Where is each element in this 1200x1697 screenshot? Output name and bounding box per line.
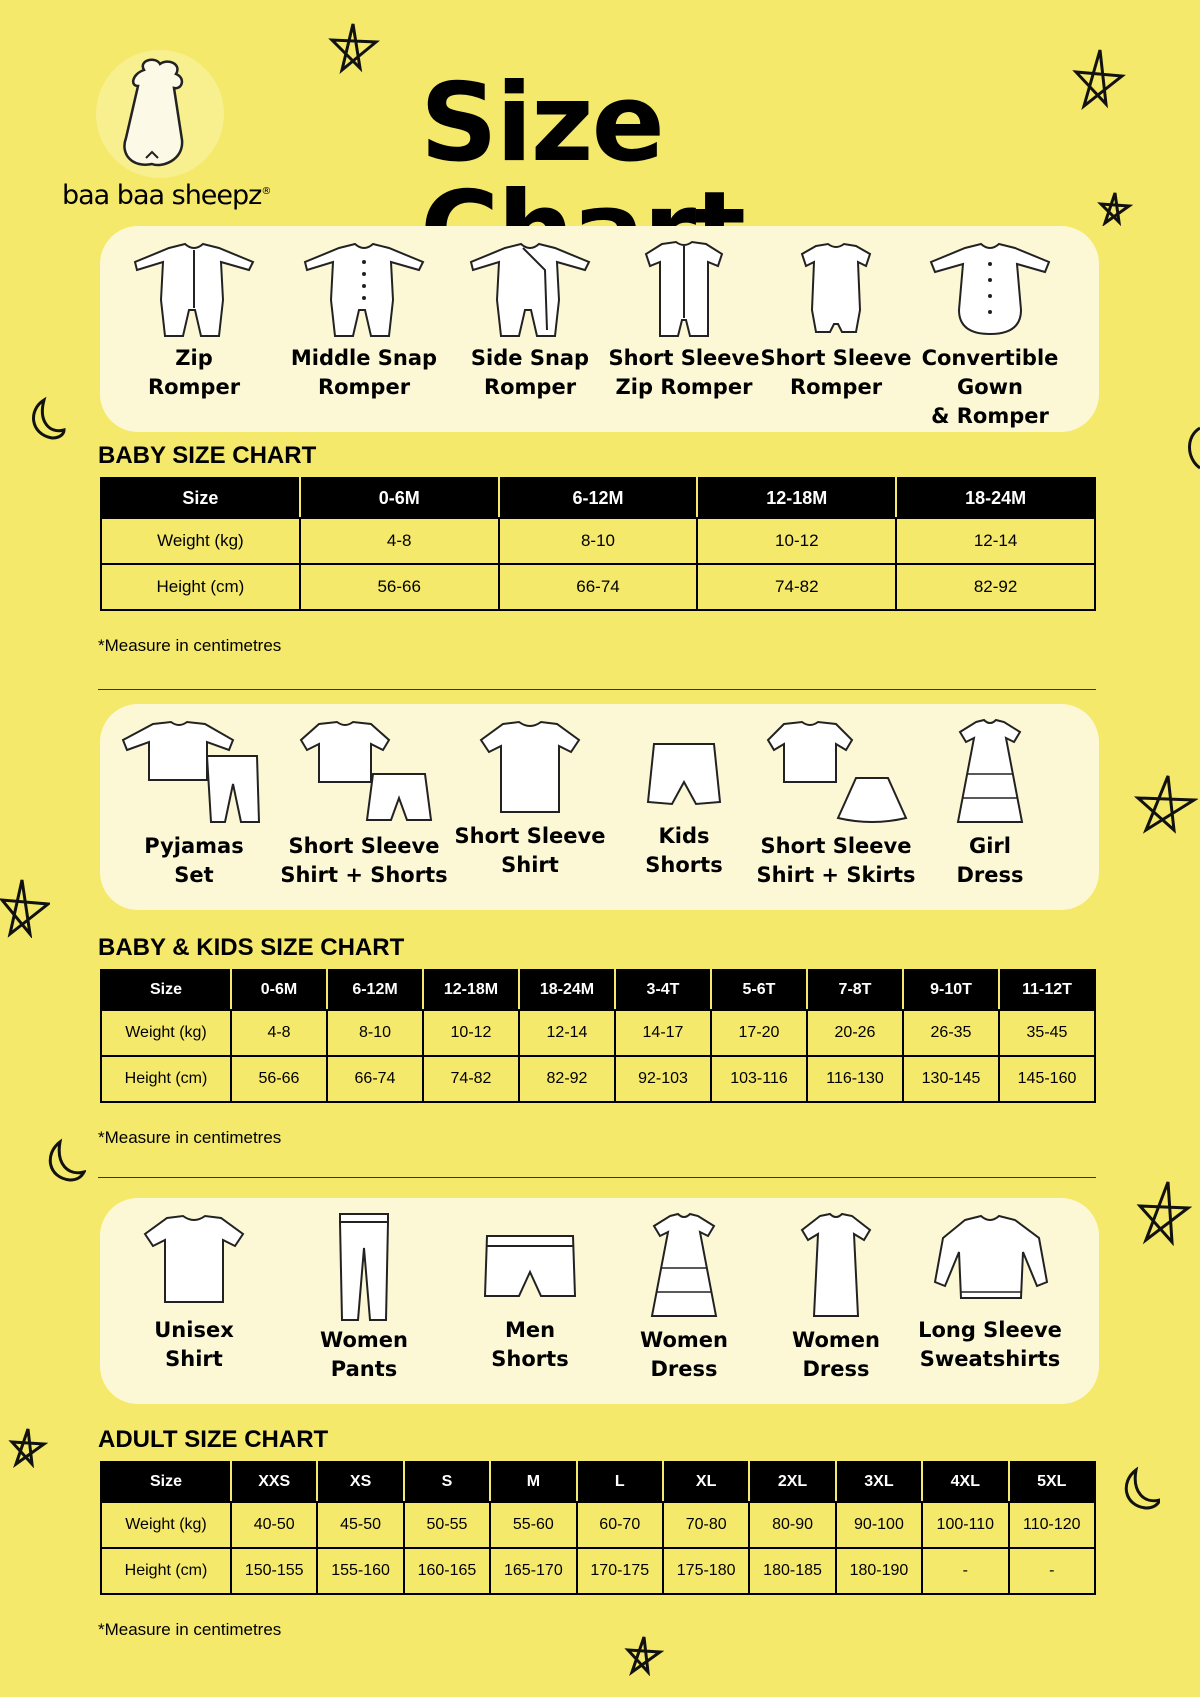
table-cell: 155-160: [317, 1548, 403, 1594]
table-row: [101, 1010, 1095, 1056]
garment-short-sleeve-shirt: [440, 718, 620, 880]
adult-size-table: [100, 1461, 1096, 1595]
table-cell: 26-35: [903, 1010, 999, 1056]
garment-label: Short Sleeve Shirt + Skirts: [756, 834, 916, 887]
header-cell: M: [490, 1462, 576, 1502]
table-cell: 45-50: [317, 1502, 403, 1548]
tiered-dress-icon: [634, 1212, 734, 1322]
table-cell: 12-14: [519, 1010, 615, 1056]
women-pants-icon: [314, 1212, 414, 1322]
header-cell: 2XL: [749, 1462, 835, 1502]
table-cell: 40-50: [231, 1502, 317, 1548]
table-cell: 4-8: [300, 518, 499, 564]
kids-chart-title: BABY & KIDS SIZE CHART: [98, 934, 405, 961]
row-label: Weight (kg): [101, 1502, 231, 1548]
section-divider: [98, 1177, 1096, 1178]
header-cell: 6-12M: [327, 970, 423, 1010]
header-cell: 3-4T: [615, 970, 711, 1010]
unisex-shirt-icon: [139, 1212, 249, 1312]
table-cell: 116-130: [807, 1056, 903, 1102]
table-header-row: [101, 970, 1095, 1010]
garment-label: Short Sleeve Romper: [760, 346, 912, 399]
table-cell: 8-10: [499, 518, 698, 564]
baby-size-table: [100, 477, 1096, 611]
table-cell: 8-10: [327, 1010, 423, 1056]
table-cell: 165-170: [490, 1548, 576, 1594]
header-cell: 12-18M: [697, 478, 896, 518]
kids-shorts-icon: [634, 718, 734, 818]
table-cell: 4-8: [231, 1010, 327, 1056]
sheep-logo-icon: [112, 56, 192, 176]
garment-label: Unisex Shirt: [154, 1318, 234, 1371]
table-row: [101, 518, 1095, 564]
garment-label: Pyjamas Set: [144, 834, 244, 887]
baby-garments-panel: [100, 226, 1099, 432]
header-cell: XL: [663, 1462, 749, 1502]
table-cell: 74-82: [697, 564, 896, 610]
row-label: Height (cm): [101, 1548, 231, 1594]
table-cell: 10-12: [697, 518, 896, 564]
girl-dress-icon: [940, 718, 1040, 828]
star-doodle-icon: [1070, 46, 1126, 110]
garment-pyjamas-set: [104, 718, 284, 890]
header-cell: 11-12T: [999, 970, 1095, 1010]
table-cell: 17-20: [711, 1010, 807, 1056]
header-cell: 5XL: [1009, 1462, 1095, 1502]
kids-garments-panel: [100, 704, 1099, 910]
table-cell: 20-26: [807, 1010, 903, 1056]
row-label: Weight (kg): [101, 518, 300, 564]
garment-label: Women Pants: [320, 1328, 408, 1381]
table-cell: 82-92: [519, 1056, 615, 1102]
shirt-shorts-icon: [289, 718, 439, 828]
table-header-row: [101, 1462, 1095, 1502]
garment-women-pants: [274, 1212, 454, 1384]
table-cell: 175-180: [663, 1548, 749, 1594]
garment-short-sleeve-romper: [746, 240, 926, 402]
garment-label: Convertible Gown & Romper: [921, 346, 1059, 428]
header-cell: 9-10T: [903, 970, 999, 1010]
dress-icon: [786, 1212, 886, 1322]
table-row: [101, 1056, 1095, 1102]
header-cell: 5-6T: [711, 970, 807, 1010]
table-cell: 92-103: [615, 1056, 711, 1102]
row-label: Weight (kg): [101, 1010, 231, 1056]
table-row: [101, 1502, 1095, 1548]
adult-garments-panel: [100, 1198, 1099, 1404]
table-cell: 14-17: [615, 1010, 711, 1056]
table-cell: 90-100: [836, 1502, 922, 1548]
header-cell: 0-6M: [300, 478, 499, 518]
baby-chart-title: BABY SIZE CHART: [98, 442, 317, 469]
garment-middle-snap-romper: [274, 240, 454, 402]
table-cell: 35-45: [999, 1010, 1095, 1056]
garment-label: Short Sleeve Zip Romper: [608, 346, 760, 399]
shirt-skirt-icon: [756, 718, 916, 828]
garment-sweatshirt: [900, 1212, 1080, 1374]
header-cell: Size: [101, 1462, 231, 1502]
table-cell: 66-74: [499, 564, 698, 610]
garment-shirt-shorts: [274, 718, 454, 890]
row-label: Height (cm): [101, 1056, 231, 1102]
zip-romper-icon: [129, 240, 259, 340]
garment-women-dress: [746, 1212, 926, 1384]
garment-label: Zip Romper: [147, 346, 241, 399]
table-cell: 160-165: [404, 1548, 490, 1594]
table-cell: 100-110: [922, 1502, 1008, 1548]
header-cell: S: [404, 1462, 490, 1502]
garment-label: Middle Snap Romper: [290, 346, 438, 399]
header-cell: XS: [317, 1462, 403, 1502]
section-divider: [98, 689, 1096, 690]
men-shorts-icon: [475, 1212, 585, 1312]
table-cell: 70-80: [663, 1502, 749, 1548]
garment-zip-romper: [104, 240, 284, 402]
star-doodle-icon: [1097, 190, 1133, 226]
sweatshirt-icon: [925, 1212, 1055, 1312]
table-cell: 180-190: [836, 1548, 922, 1594]
garment-girl-dress: [900, 718, 1080, 890]
star-doodle-icon: [1134, 1178, 1192, 1246]
table-cell: 50-55: [404, 1502, 490, 1548]
measure-note: *Measure in centimetres: [98, 1620, 282, 1639]
table-cell: 74-82: [423, 1056, 519, 1102]
table-cell: 82-92: [896, 564, 1095, 610]
star-doodle-icon: [624, 1634, 664, 1676]
table-cell: 145-160: [999, 1056, 1095, 1102]
measure-note: *Measure in centimetres: [98, 636, 282, 655]
adult-chart-title: ADULT SIZE CHART: [98, 1426, 329, 1453]
table-header-row: [101, 478, 1095, 518]
garment-label: Women Dress: [792, 1328, 880, 1381]
header-cell: 4XL: [922, 1462, 1008, 1502]
header-cell: Size: [101, 970, 231, 1010]
side-snap-romper-icon: [465, 240, 595, 340]
header-cell: 6-12M: [499, 478, 698, 518]
table-cell: 150-155: [231, 1548, 317, 1594]
star-doodle-icon: [0, 876, 50, 938]
table-cell: 56-66: [231, 1056, 327, 1102]
header-cell: Size: [101, 478, 300, 518]
garment-label: Short Sleeve Shirt + Shorts: [280, 834, 448, 887]
star-doodle-icon: [8, 1426, 48, 1468]
header-cell: 12-18M: [423, 970, 519, 1010]
star-doodle-icon: [1132, 772, 1198, 834]
moon-doodle-icon: [1116, 1466, 1160, 1512]
garment-label: Women Dress: [640, 1328, 728, 1381]
table-cell: 180-185: [749, 1548, 835, 1594]
header-cell: 18-24M: [896, 478, 1095, 518]
star-doodle-icon: [326, 20, 380, 74]
moon-doodle-icon: [1176, 424, 1200, 474]
garment-label: Side Snap Romper: [470, 346, 590, 399]
table-cell: 66-74: [327, 1056, 423, 1102]
measure-note: *Measure in centimetres: [98, 1128, 282, 1147]
header-cell: 18-24M: [519, 970, 615, 1010]
header-cell: L: [577, 1462, 663, 1502]
convertible-gown-icon: [925, 240, 1055, 340]
table-cell: 60-70: [577, 1502, 663, 1548]
table-cell: 56-66: [300, 564, 499, 610]
brand-name: baa baa sheepz®: [62, 180, 271, 211]
header-cell: XXS: [231, 1462, 317, 1502]
header-cell: 0-6M: [231, 970, 327, 1010]
garment-label: Men Shorts: [491, 1318, 569, 1371]
table-cell: 103-116: [711, 1056, 807, 1102]
table-cell: 10-12: [423, 1010, 519, 1056]
short-sleeve-shirt-icon: [475, 718, 585, 818]
middle-snap-romper-icon: [299, 240, 429, 340]
garment-label: Short Sleeve Shirt: [454, 824, 606, 877]
table-cell: -: [1009, 1548, 1095, 1594]
header-cell: 7-8T: [807, 970, 903, 1010]
garment-convertible-gown: [900, 240, 1080, 431]
short-sleeve-zip-romper-icon: [634, 240, 734, 340]
moon-doodle-icon: [22, 396, 66, 442]
garment-label: Kids Shorts: [645, 824, 723, 877]
garment-label: Long Sleeve Sweatshirts: [918, 1318, 1062, 1371]
moon-doodle-icon: [40, 1138, 86, 1184]
pyjamas-set-icon: [119, 718, 269, 828]
table-row: [101, 564, 1095, 610]
garment-men-shorts: [440, 1212, 620, 1374]
garment-label: Girl Dress: [956, 834, 1024, 887]
header-cell: 3XL: [836, 1462, 922, 1502]
table-row: [101, 1548, 1095, 1594]
table-cell: 170-175: [577, 1548, 663, 1594]
short-sleeve-romper-icon: [786, 240, 886, 340]
kids-size-table: [100, 969, 1096, 1103]
garment-unisex-shirt: [104, 1212, 284, 1374]
table-cell: 130-145: [903, 1056, 999, 1102]
table-cell: 12-14: [896, 518, 1095, 564]
table-cell: 55-60: [490, 1502, 576, 1548]
page-title: Size: [420, 61, 663, 186]
table-cell: 110-120: [1009, 1502, 1095, 1548]
garment-shirt-skirt: [746, 718, 926, 890]
garment-side-snap-romper: [440, 240, 620, 402]
table-cell: -: [922, 1548, 1008, 1594]
row-label: Height (cm): [101, 564, 300, 610]
table-cell: 80-90: [749, 1502, 835, 1548]
